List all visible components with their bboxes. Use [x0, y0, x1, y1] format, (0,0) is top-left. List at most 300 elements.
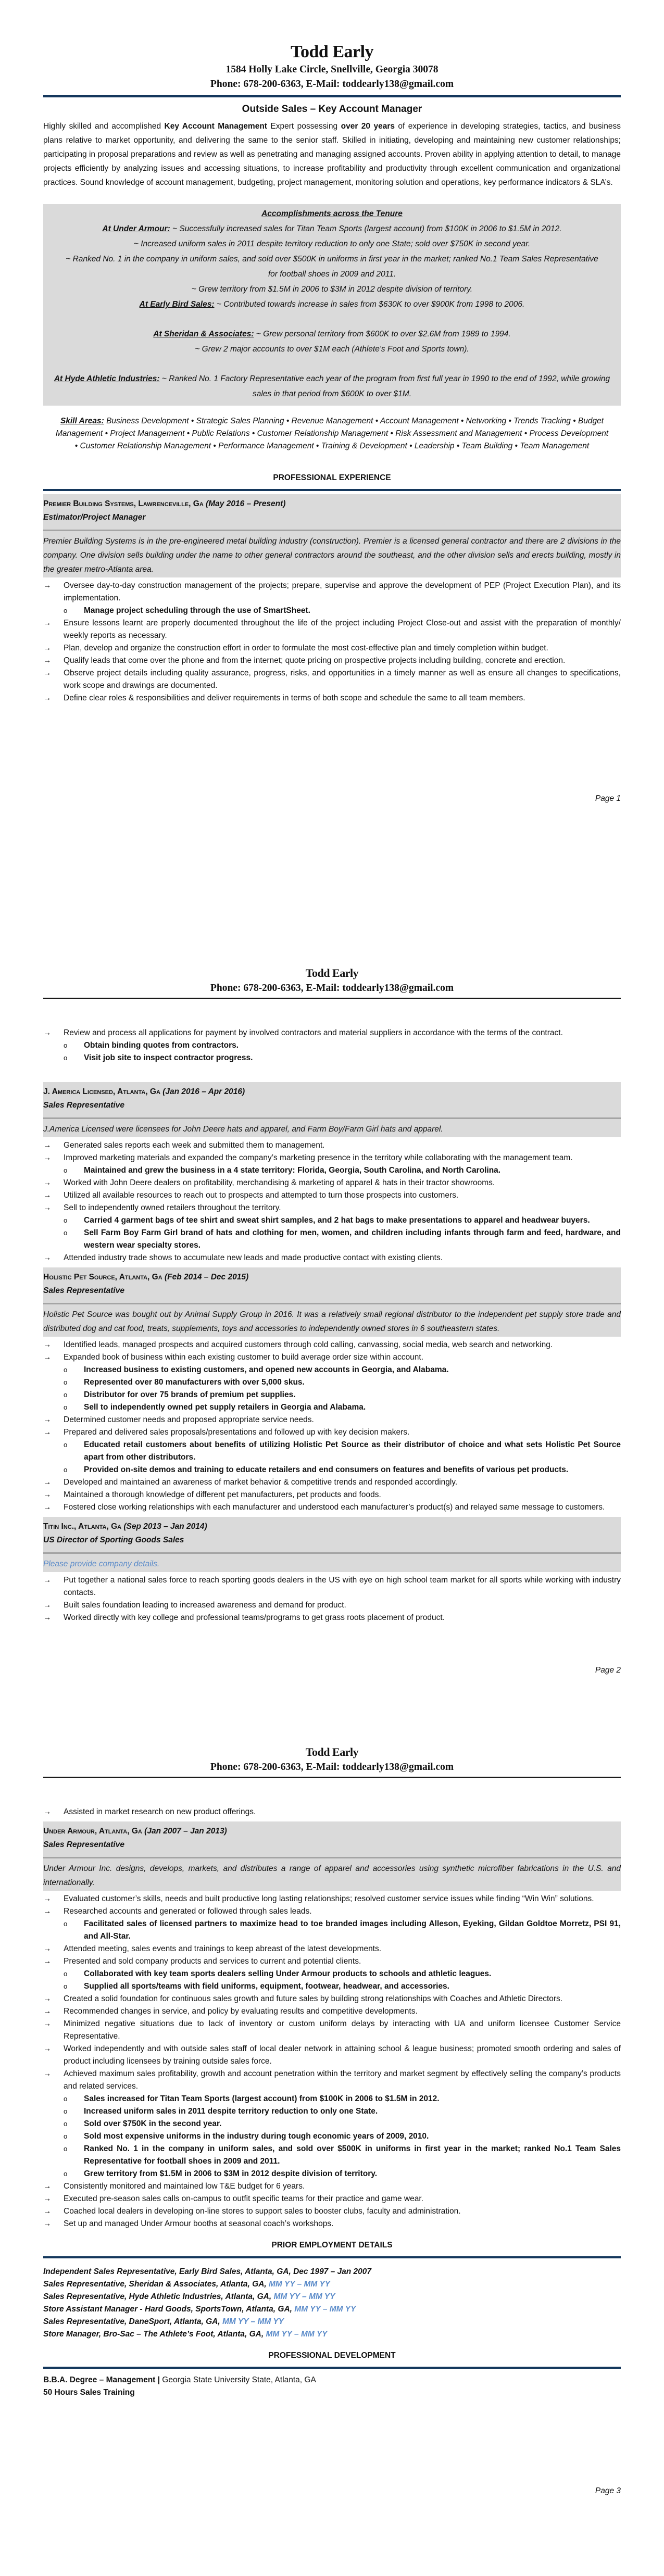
headline: Outside Sales – Key Account Manager — [242, 104, 422, 115]
sub-bullet-list — [64, 1039, 621, 1064]
company-name: Premier Building Systems, Lawrenceville, Ga — [43, 499, 206, 508]
job-role: Sales Representative — [43, 1840, 124, 1849]
header-rule — [43, 95, 621, 97]
bullet-text: Presented and sold company products and services to current and potential clients. — [64, 1957, 361, 1966]
candidate-name: Todd Early — [305, 966, 359, 979]
arrow-icon: → — [43, 2194, 52, 2203]
accomplishment-label: At Early Bird Sales: — [139, 300, 215, 309]
job-role: US Director of Sporting Goods Sales — [43, 1536, 184, 1544]
circle-bullet-icon: o — [64, 2132, 68, 2140]
accomplishment-text: ~ Ranked No. 1 Factory Representative each year of the program from first full year in 1990 to the end of 1992, while growing sales in that period from $600K to over $1M. — [159, 374, 610, 398]
date-placeholder: MM YY – MM YY — [266, 2330, 328, 2339]
sub-bullet-text: Sell Farm Boy Farm Girl brand of hats and clothing for men, women, and children including infants through farm and feed, hardware, and western wear specialty stores. — [84, 1228, 621, 1250]
sub-bullet-text: Grew territory from $1.5M in 2006 to $3M in 2012 despite division of territory. — [84, 2169, 378, 2178]
arrow-icon: → — [43, 581, 52, 590]
arrow-icon: → — [43, 1613, 52, 1622]
sub-bullet-list — [64, 605, 621, 617]
accomplishment-line: ~ Ranked No. 1 in the company in uniform sales, and sold over $500K in uniforms in first year in the market; ranked No.1 Team Sales Representative for football shoes in 2009 and 2011. — [66, 255, 598, 279]
bullet-text: Built sales foundation leading to increased awareness and demand for product. — [64, 1601, 346, 1610]
company-description: J.America Licensed were licensees for John Deere hats and apparel, and Farm Boy/Farm Girl hats and apparel. — [43, 1119, 621, 1137]
arrow-icon: → — [43, 1191, 52, 1200]
prior-employment-item — [43, 2328, 621, 2341]
spacer — [43, 1778, 621, 1804]
accomplishment-line — [43, 371, 621, 401]
prior-employment-item — [43, 2303, 621, 2316]
bullet-item — [43, 2218, 621, 2230]
sub-bullet-list — [64, 1364, 621, 1414]
school: Georgia State University State, Atlanta, GA — [160, 2376, 316, 2384]
bullet-text: Generated sales reports each week and submitted them to management. — [64, 1141, 325, 1150]
bullet-item — [43, 580, 621, 617]
bullet-item — [43, 2005, 621, 2018]
arrow-icon: → — [43, 1994, 52, 2003]
sub-bullet-text: Educated retail customers about benefits of utilizing Holistic Pet Source as their distributor of choice and what sets Holistic Pet Source apart from other distributors. — [84, 1440, 621, 1462]
sub-bullet-text: Sold most expensive uniforms in the industry during tough economic years of 2009, 2010. — [84, 2132, 429, 2141]
skill-areas-list: Business Development • Strategic Sales Planning • Revenue Management • Account Management • Networking • Trends Tracking • Budget Management • Project Management • Public Relations • Customer Relationship Management • Risk Assessment and Management • Process Development • Customer Relationship Management • Performance Management • Training & Development • Leadership • Team Building • Team Management — [55, 417, 609, 450]
arrow-icon: → — [43, 2069, 52, 2078]
sub-bullet-item — [64, 2130, 621, 2143]
section-title-professional-development: PROFESSIONAL DEVELOPMENT — [268, 2351, 396, 2360]
bullet-list — [43, 1027, 621, 1064]
section-title-prior-employment: PRIOR EMPLOYMENT DETAILS — [271, 2241, 393, 2250]
sub-bullet-text: Obtain binding quotes from contractors. — [84, 1041, 239, 1050]
circle-bullet-icon: o — [64, 1229, 68, 1237]
sub-bullet-text: Increased uniform sales in 2011 despite territory reduction to only one State. — [84, 2107, 378, 2116]
bullet-item — [43, 1489, 621, 1501]
sub-bullet-item — [64, 1968, 621, 1980]
bullet-item — [43, 2043, 621, 2068]
spacer — [43, 312, 621, 326]
company-line — [43, 1520, 621, 1534]
bullet-text: Qualify leads that come over the phone and from the internet; quote pricing on prospective projects including building, concrete and erection. — [64, 656, 566, 665]
bullet-item — [43, 1501, 621, 1514]
sub-bullet-item — [64, 1389, 621, 1401]
bullet-text: Evaluated customer’s skills, needs and built productive long lasting relationships; resolved customer service issues while finding “Win Win” solutions. — [64, 1894, 594, 1903]
job-entry — [43, 1821, 621, 2230]
arrow-icon: → — [43, 1253, 52, 1262]
accomplishment-text: ~ Contributed towards increase in sales from $630K to over $900K from 1998 to 2006. — [214, 300, 525, 309]
bullet-list — [43, 1139, 621, 1264]
bullet-text: Maintained a thorough knowledge of different pet manufacturers, pet products and foods. — [64, 1490, 381, 1499]
candidate-contact: Phone: 678-200-6363, E-Mail: toddearly138@gmail.com — [210, 983, 454, 994]
arrow-icon: → — [43, 1415, 52, 1424]
bullet-item — [43, 1426, 621, 1476]
candidate-contact: Phone: 678-200-6363, E-Mail: toddearly138@gmail.com — [210, 1762, 454, 1773]
sub-bullet-list — [64, 1918, 621, 1943]
bullet-item — [43, 1139, 621, 1152]
sub-bullet-list — [64, 1214, 621, 1252]
accomplishments-box — [43, 204, 621, 406]
sub-bullet-item — [64, 1918, 621, 1943]
arrow-icon: → — [43, 1503, 52, 1512]
section-rule — [43, 2256, 621, 2258]
arrow-icon: → — [43, 1490, 52, 1499]
circle-bullet-icon: o — [64, 1216, 68, 1224]
arrow-icon: → — [43, 694, 52, 702]
separator: | — [157, 2376, 160, 2384]
circle-bullet-icon: o — [64, 2170, 68, 2178]
bullet-item — [43, 1905, 621, 1943]
circle-bullet-icon: o — [64, 1982, 68, 1990]
sub-bullet-text: Distributor for over 75 brands of premium pet supplies. — [84, 1390, 296, 1399]
job-continued — [43, 1806, 621, 1818]
job-role: Sales Representative — [43, 1101, 124, 1110]
job-entry — [43, 494, 621, 705]
spacer — [43, 357, 621, 371]
job-dates: (Sep 2013 – Jan 2014) — [123, 1522, 207, 1531]
prior-employment-item — [43, 2278, 621, 2291]
company-name: Holistic Pet Source, Atlanta, Ga — [43, 1273, 165, 1281]
degree-line — [43, 2374, 621, 2386]
circle-bullet-icon: o — [64, 1441, 68, 1449]
sub-bullet-text: Sell to independently owned pet supply retailers in Georgia and Alabama. — [84, 1403, 366, 1412]
arrow-icon: → — [43, 1178, 52, 1187]
sub-bullet-text: Increased business to existing customers, and opened new accounts in Georgia, and Alabama. — [84, 1365, 449, 1374]
arrow-icon: → — [43, 2019, 52, 2028]
sub-bullet-text: Maintained and grew the business in a 4 state territory: Florida, Georgia, South Carolina, and North Carolina. — [84, 1166, 501, 1175]
arrow-icon: → — [43, 1141, 52, 1150]
sub-bullet-text: Carried 4 garment bags of tee shirt and sweat shirt samples, and 2 hat bags to make presentations to apparel and headwear buyers. — [84, 1216, 590, 1225]
sub-bullet-list — [64, 1968, 621, 1993]
company-line — [43, 1271, 621, 1284]
arrow-icon: → — [43, 1576, 52, 1585]
candidate-name: Todd Early — [305, 1745, 359, 1758]
bullet-item — [43, 2205, 621, 2218]
bullet-item — [43, 1476, 621, 1489]
bullet-item — [43, 1993, 621, 2005]
bullet-item — [43, 1202, 621, 1252]
arrow-icon: → — [43, 1944, 52, 1953]
bullet-item — [43, 1955, 621, 1993]
bullet-text: Attended industry trade shows to accumulate new leads and made productive contact with existing clients. — [64, 1253, 443, 1262]
sub-bullet-text: Sold over $750K in the second year. — [84, 2119, 222, 2128]
sub-bullet-text: Represented over 80 manufacturers with over 5,000 skus. — [84, 1378, 305, 1387]
circle-bullet-icon: o — [64, 1378, 68, 1386]
prior-employment-item — [43, 2316, 621, 2328]
bullet-text: Executed pre-season sales calls on-campus to outfit specific teams for their practice and game wear. — [64, 2194, 423, 2203]
bullet-item — [43, 1574, 621, 1599]
prior-employment-text: Sales Representative, DaneSport, Atlanta, GA, — [43, 2317, 222, 2326]
bullet-item — [43, 1189, 621, 1202]
company-name: Under Armour, Atlanta, Ga — [43, 1827, 145, 1836]
bullet-text: Worked with John Deere dealers on profitability, merchandising & marketing of apparel & hats in their tractor showrooms. — [64, 1178, 495, 1187]
page-number: Page 1 — [595, 794, 621, 803]
job-entry — [43, 1517, 621, 1624]
bullet-text: Assisted in market research on new product offerings. — [64, 1807, 256, 1816]
arrow-icon: → — [43, 1478, 52, 1487]
accomplishments-title: Accomplishments across the Tenure — [261, 209, 403, 218]
arrow-icon: → — [43, 1601, 52, 1610]
circle-bullet-icon: o — [64, 1054, 68, 1062]
arrow-icon: → — [43, 1428, 52, 1437]
job-entry — [43, 1267, 621, 1514]
bullet-item — [43, 1414, 621, 1426]
bullet-text: Researched accounts and generated or followed through sales leads. — [64, 1907, 312, 1916]
sub-bullet-text: Visit job site to inspect contractor progress. — [84, 1053, 253, 1062]
sub-bullet-item — [64, 1164, 621, 1177]
circle-bullet-icon: o — [64, 2107, 68, 2115]
spacer — [43, 999, 621, 1025]
arrow-icon: → — [43, 2207, 52, 2216]
bullet-item — [43, 2193, 621, 2205]
bullet-item — [43, 1027, 621, 1064]
bullet-list — [43, 1806, 621, 1818]
arrow-icon: → — [43, 1353, 52, 1362]
bullet-text: Utilized all available resources to reach out to prospects and attempted to turn those prospects into customers. — [64, 1191, 459, 1200]
arrow-icon: → — [43, 669, 52, 677]
bullet-text: Ensure lessons learnt are properly documented throughout the life of the project including Project Close-out and assist with the preparation of monthly/ weekly reports as necessary. — [64, 619, 621, 640]
bullet-item — [43, 1152, 621, 1177]
job-header — [43, 1821, 621, 1858]
arrow-icon: → — [43, 2219, 52, 2228]
bullet-text: Consistently monitored and maintained low T&E budget for 6 years. — [64, 2182, 305, 2191]
circle-bullet-icon: o — [64, 1366, 68, 1374]
arrow-icon: → — [43, 1807, 52, 1816]
circle-bullet-icon: o — [64, 1970, 68, 1978]
bullet-list — [43, 1893, 621, 2230]
prior-employment-text: Store Assistant Manager - Hard Goods, SportsTown, Atlanta, GA, — [43, 2305, 295, 2314]
date-placeholder: MM YY – MM YY — [222, 2317, 284, 2326]
bullet-text: Worked directly with key college and professional teams/programs to get grass roots placement of product. — [64, 1613, 445, 1622]
job-dates: (May 2016 – Present) — [206, 499, 286, 508]
summary — [43, 119, 621, 190]
circle-bullet-icon: o — [64, 1391, 68, 1399]
sub-bullet-item — [64, 2143, 621, 2168]
sub-bullet-item — [64, 1039, 621, 1052]
job-role: Sales Representative — [43, 1286, 124, 1295]
summary-text: Highly skilled and accomplished — [43, 122, 165, 131]
bullet-text: Attended meeting, sales events and trainings to keep abreast of the latest developments. — [64, 1944, 382, 1953]
arrow-icon: → — [43, 2044, 52, 2053]
bullet-item — [43, 1893, 621, 1905]
bullet-text: Achieved maximum sales profitability, growth and account penetration within the territory and market segment by effectively selling the company’s products and related services. — [64, 2069, 621, 2091]
bullet-item — [43, 1806, 621, 1818]
bullet-text: Worked independently and with outside sales staff of local dealer network in attaining school & league business; promoted smooth ordering and sales of product including licensees by training outside sales force. — [64, 2044, 621, 2066]
sub-bullet-item — [64, 2118, 621, 2130]
sub-bullet-item — [64, 1227, 621, 1252]
section-rule — [43, 2367, 621, 2369]
sub-bullet-text: Collaborated with key team sports dealers selling Under Armour products to schools and athletic leagues. — [84, 1969, 492, 1978]
company-line — [43, 497, 621, 511]
candidate-address: 1584 Holly Lake Circle, Snellville, Georgia 30078 — [225, 64, 439, 75]
sub-bullet-text: Supplied all sports/teams with field uniforms, equipment, footwear, headwear, and accessories. — [84, 1982, 449, 1991]
job-header — [43, 1082, 621, 1119]
skill-areas-label: Skill Areas: — [60, 417, 104, 425]
bullet-item — [43, 667, 621, 692]
bullet-item — [43, 655, 621, 667]
bullet-text: Coached local dealers in developing on-line stores to support sales to booster clubs, faculty and administration. — [64, 2207, 461, 2216]
accomplishment-line: ~ Grew 2 major accounts to over $1M each (Athlete's Foot and Sports town). — [195, 345, 469, 354]
job-header — [43, 1517, 621, 1554]
bullet-text: Observe project details including quality assurance, progress, risks, and opportunities in a timely manner as well as ensure all changes to specifications, work scope and drawings are documented. — [64, 669, 621, 690]
bullet-text: Review and process all applications for payment by involved contractors and material suppliers in accordance with the terms of the contract. — [64, 1028, 563, 1037]
sub-bullet-list — [64, 1439, 621, 1476]
bullet-list — [43, 1339, 621, 1514]
sub-bullet-list — [64, 1164, 621, 1177]
job-entry — [43, 1082, 621, 1264]
sub-bullet-item — [64, 2168, 621, 2180]
summary-text: of experience in developing strategies, tactics, and business plans relative to market opportunity, and delivering the same to the senior staff. Skilled in initiating, developing and maintaining new customer relationships; participating in proposal preparations and review as well as penetrating and managing assigned accounts. Proven ability in applying attention to detail, to manage projects efficiently by analyzing issues and accessing situations, to increase profitability and productivity through excellent communication and organizational practices. Sound knowledge of account management, budgeting, project management, monitoring solution and operations, key performance indicators & SLA’s. — [43, 122, 621, 187]
prior-employment-item — [43, 2291, 621, 2303]
accomplishment-line: ~ Increased uniform sales in 2011 despite territory reduction to only one State; sold over $750K in second year. — [133, 240, 531, 248]
sub-bullet-item — [64, 1401, 621, 1414]
bullet-text: Fostered close working relationships with each manufacturer and understood each manufacturer’s product(s) and relayed same message to customers. — [64, 1503, 605, 1512]
bullet-list — [43, 1574, 621, 1624]
sub-bullet-item — [64, 1214, 621, 1227]
sub-bullet-item — [64, 1464, 621, 1476]
section-rule — [43, 489, 621, 491]
degree: B.B.A. Degree – Management — [43, 2376, 158, 2384]
bullet-item — [43, 1252, 621, 1264]
bullet-item — [43, 2018, 621, 2043]
date-placeholder: MM YY – MM YY — [294, 2305, 356, 2314]
arrow-icon: → — [43, 619, 52, 627]
accomplishment-label: At Hyde Athletic Industries: — [54, 374, 160, 383]
accomplishment-label: At Sheridan & Associates: — [153, 330, 254, 338]
prior-employment-list — [43, 2266, 621, 2341]
summary-emphasis: Key Account Management — [164, 122, 267, 131]
job-dates: (Jan 2016 – Apr 2016) — [162, 1087, 245, 1096]
sub-bullet-item — [64, 605, 621, 617]
bullet-item — [43, 1943, 621, 1955]
accomplishment-line — [43, 221, 621, 236]
sub-bullet-item — [64, 1364, 621, 1376]
sub-bullet-item — [64, 1052, 621, 1064]
company-description: Please provide company details. — [43, 1554, 621, 1572]
training-line — [43, 2386, 621, 2399]
bullet-text: Set up and managed Under Armour booths at seasonal coach’s workshops. — [64, 2219, 334, 2228]
arrow-icon: → — [43, 1340, 52, 1349]
bullet-item — [43, 642, 621, 655]
accomplishment-text: ~ Grew personal territory from $600K to over $2.6M from 1989 to 1994. — [254, 330, 511, 338]
page-1 — [0, 0, 664, 859]
company-description: Premier Building Systems is in the pre-engineered metal building industry (construction). Premier is a licensed general contractor and there are 2 divisions in the company. One division sells building under the name to other general contractors around the southeast, and the other division sells and erects building, mostly in the greater metro-Atlanta area. — [43, 531, 621, 577]
arrow-icon: → — [43, 2007, 52, 2016]
summary-emphasis: over 20 years — [341, 122, 395, 131]
bullet-text: Developed and maintained an awareness of market behavior & competitive trends and responded accordingly. — [64, 1478, 458, 1487]
circle-bullet-icon: o — [64, 1041, 68, 1049]
company-line — [43, 1085, 621, 1099]
circle-bullet-icon: o — [64, 2095, 68, 2103]
company-line — [43, 1825, 621, 1838]
company-name: J. America Licensed, Atlanta, Ga — [43, 1087, 163, 1096]
date-placeholder: MM YY – MM YY — [273, 2292, 335, 2301]
sub-bullet-item — [64, 2105, 621, 2118]
bullet-text: Prepared and delivered sales proposals/presentations and followed up with key decision makers. — [64, 1428, 410, 1437]
bullet-text: Determined customer needs and proposed appropriate service needs. — [64, 1415, 314, 1424]
bullet-item — [43, 1599, 621, 1612]
page-number: Page 3 — [595, 2486, 621, 2495]
page-3 — [0, 1717, 664, 2576]
arrow-icon: → — [43, 644, 52, 652]
job-continued — [43, 1027, 621, 1064]
bullet-item — [43, 1351, 621, 1414]
bullet-text: Sell to independently owned retailers throughout the territory. — [64, 1203, 281, 1212]
bullet-text: Put together a national sales force to reach sporting goods dealers in the US with eye on high school team market for all sports while working with industry contacts. — [64, 1576, 621, 1597]
arrow-icon: → — [43, 1028, 52, 1037]
sub-bullet-text: Sales increased for Titan Team Sports (largest account) from $100K in 2006 to $1.5M in 2012. — [84, 2094, 440, 2103]
prior-employment-text: Independent Sales Representative, Early Bird Sales, Atlanta, GA, Dec 1997 – Jan 2007 — [43, 2267, 372, 2276]
bullet-text: Minimized negative situations due to lack of inventory or custom uniform delays by interacting with UA and uniform licensee Customer Service Representative. — [64, 2019, 621, 2041]
job-role: Estimator/Project Manager — [43, 513, 146, 522]
arrow-icon: → — [43, 1203, 52, 1212]
job-header — [43, 1267, 621, 1304]
bullet-text: Identified leads, managed prospects and acquired customers through cold calling, canvassing, social media, web search and networking. — [64, 1340, 553, 1349]
job-dates: (Feb 2014 – Dec 2015) — [164, 1273, 249, 1281]
accomplishment-label: At Under Armour: — [102, 224, 170, 233]
prior-employment-text: Sales Representative, Hyde Athletic Industries, Atlanta, GA, — [43, 2292, 274, 2301]
bullet-text: Improved marketing materials and expanded the company’s marketing presence in the territory while collaborating with the management team. — [64, 1153, 573, 1162]
prior-employment-item — [43, 2266, 621, 2278]
sub-bullet-item — [64, 1980, 621, 1993]
company-description: Holistic Pet Source was bought out by Animal Supply Group in 2016. It was a relatively small regional distributor to the independent pet supply store trade and distributed dog and cat food, treats, supplements, toys and accessories to independently owned stores in 6 southeastern states. — [43, 1304, 621, 1337]
bullet-item — [43, 692, 621, 705]
accomplishment-text: ~ Successfully increased sales for Titan Team Sports (largest account) from $100K in 2006 to $1.5M in 2012. — [170, 224, 562, 233]
company-name: Titin Inc., Atlanta, Ga — [43, 1522, 124, 1531]
education — [43, 2374, 621, 2399]
prior-employment-text: Store Manager, Bro-Sac – The Athlete’s Foot, Atlanta, GA, — [43, 2330, 266, 2339]
sub-bullet-text: Provided on-site demos and training to educate retailers and end consumers on features and benefits of various pet products. — [84, 1465, 569, 1474]
bullet-item — [43, 2180, 621, 2193]
section-title-experience: PROFESSIONAL EXPERIENCE — [273, 473, 391, 482]
job-dates: (Jan 2007 – Jan 2013) — [144, 1827, 227, 1836]
bullet-text: Oversee day-to-day construction management of the projects; prepare, supervise and approve the development of PEP (Project Execution Plan), and its implementation. — [64, 581, 621, 602]
circle-bullet-icon: o — [64, 607, 68, 614]
summary-text: Expert possessing — [267, 122, 341, 131]
accomplishment-line — [43, 297, 621, 312]
arrow-icon: → — [43, 1153, 52, 1162]
arrow-icon: → — [43, 1894, 52, 1903]
bullet-text: Recommended changes in service, and policy by evaluating results and competitive developments. — [64, 2007, 418, 2016]
sub-bullet-list — [64, 2093, 621, 2180]
prior-employment-text: Sales Representative, Sheridan & Associates, Atlanta, GA, — [43, 2280, 269, 2289]
arrow-icon: → — [43, 2182, 52, 2191]
circle-bullet-icon: o — [64, 1166, 68, 1174]
page-2 — [0, 859, 664, 1717]
sub-bullet-text: Facilitated sales of licensed partners to maximize head to toe branded images including Alleson, Eyeking, Gildan Goldtoe Morretz, PSI 91, and All-Star. — [84, 1919, 621, 1941]
bullet-item — [43, 1339, 621, 1351]
training: 50 Hours Sales Training — [43, 2388, 135, 2397]
date-placeholder: MM YY – MM YY — [269, 2280, 331, 2289]
bullet-text: Plan, develop and organize the construction effort in order to formulate the most cost-effective plan and timely completion within budget. — [64, 644, 548, 652]
circle-bullet-icon: o — [64, 1920, 68, 1928]
spacer — [43, 1064, 621, 1079]
page-number: Page 2 — [595, 1666, 621, 1675]
bullet-text: Expanded book of business within each existing customer to build average order size within account. — [64, 1353, 424, 1362]
arrow-icon: → — [43, 1907, 52, 1916]
bullet-item — [43, 1177, 621, 1189]
arrow-icon: → — [43, 656, 52, 665]
bullet-item — [43, 2068, 621, 2180]
job-header — [43, 494, 621, 531]
bullet-text: Define clear roles & responsibilities and deliver requirements in terms of both scope and schedule the same to all team members. — [64, 694, 525, 702]
circle-bullet-icon: o — [64, 2120, 68, 2128]
bullet-text: Created a solid foundation for continuous sales growth and future sales by building strong relationships with Coaches and Athletic Directors. — [64, 1994, 563, 2003]
circle-bullet-icon: o — [64, 1466, 68, 1474]
candidate-contact: Phone: 678-200-6363, E-Mail: toddearly138@gmail.com — [210, 79, 454, 90]
skill-areas — [43, 415, 621, 453]
accomplishment-line — [43, 326, 621, 342]
bullet-item — [43, 1612, 621, 1624]
sub-bullet-item — [64, 1439, 621, 1464]
circle-bullet-icon: o — [64, 1403, 68, 1411]
candidate-name: Todd Early — [290, 42, 374, 61]
sub-bullet-item — [64, 1376, 621, 1389]
circle-bullet-icon: o — [64, 2145, 68, 2153]
sub-bullet-text: Ranked No. 1 in the company in uniform sales, and sold over $500K in uniforms in first year in the market; ranked No.1 Team Sales Representative for football shoes in 2009 and 2011. — [84, 2144, 621, 2166]
arrow-icon: → — [43, 1957, 52, 1966]
sub-bullet-item — [64, 2093, 621, 2105]
